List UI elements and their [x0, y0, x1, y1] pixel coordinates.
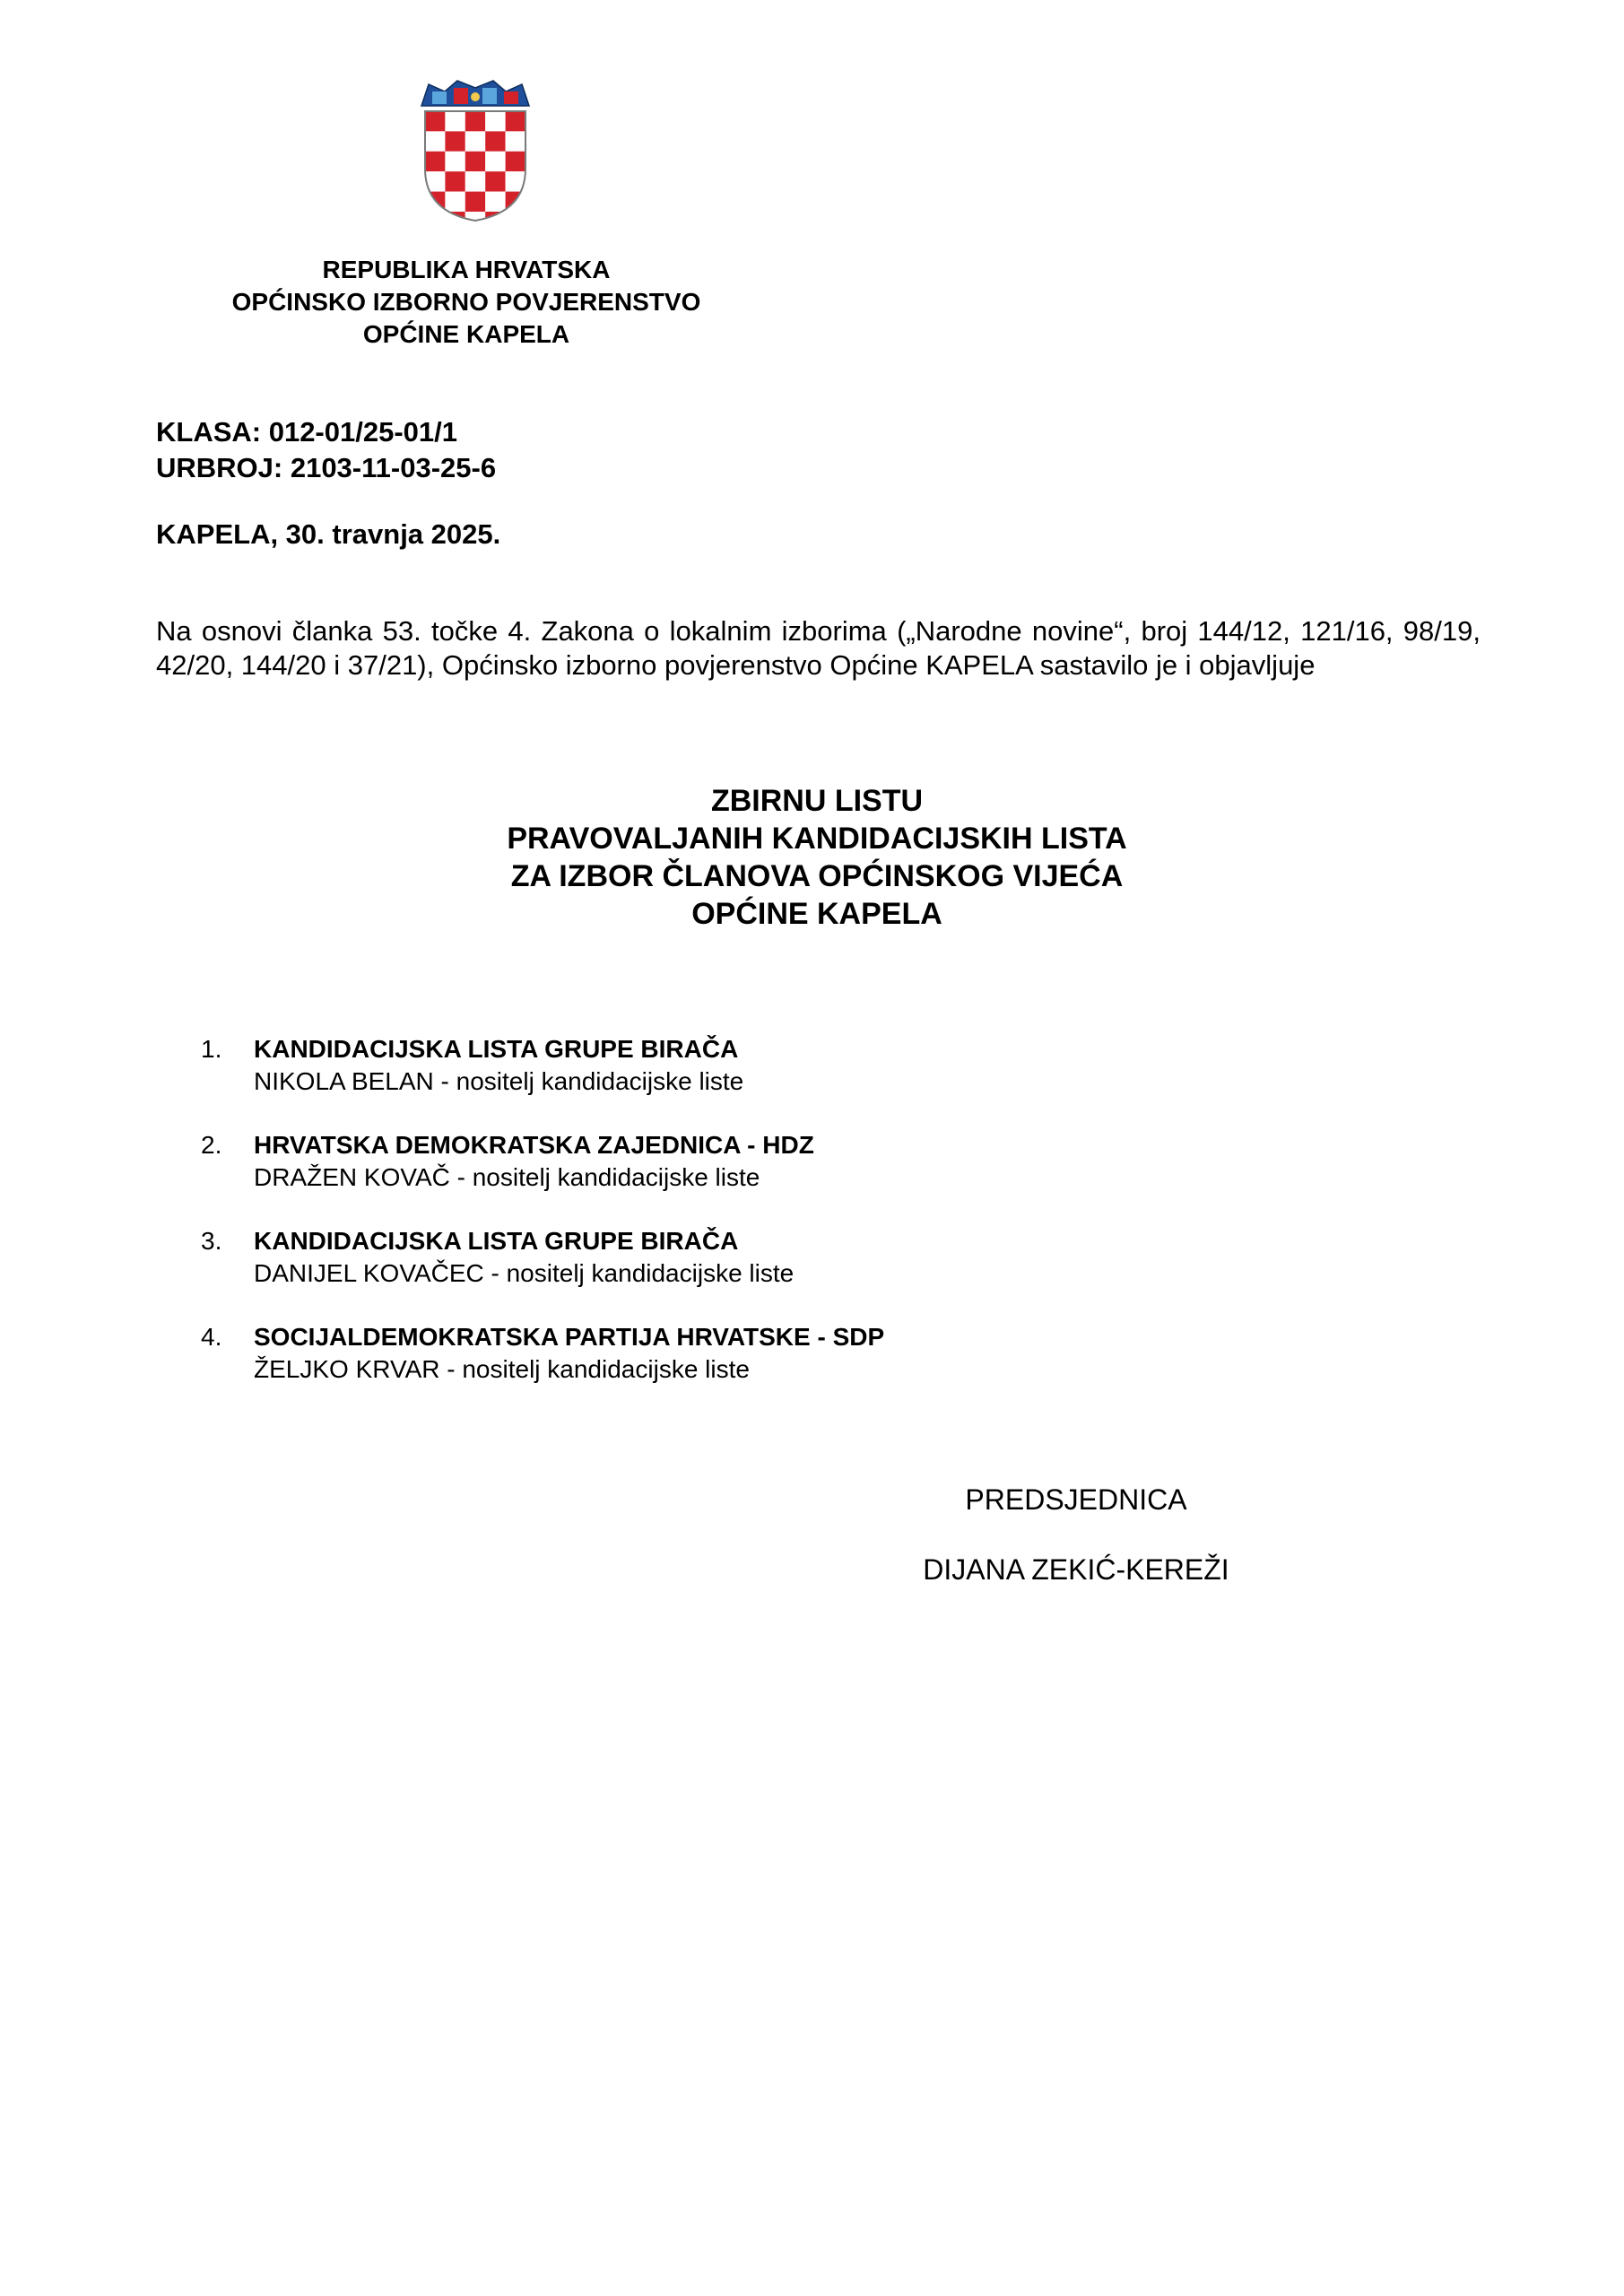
list-party: KANDIDACIJSKA LISTA GRUPE BIRAČA — [254, 1035, 739, 1063]
checker-square — [465, 171, 485, 191]
list-item — [201, 1129, 1367, 1225]
checker-square — [506, 131, 525, 151]
crown — [421, 81, 529, 106]
list-party: SOCIJALDEMOKRATSKA PARTIJA HRVATSKE - SDP — [254, 1323, 885, 1351]
checker-square — [445, 131, 465, 151]
document-title — [269, 782, 1365, 933]
list-holder: ŽELJKO KRVAR - nositelj kandidacijske liste — [254, 1355, 750, 1383]
header-commission: OPĆINSKO IZBORNO POVJERENSTVO — [231, 288, 701, 316]
signature-name: DIJANA ZEKIĆ-KEREŽI — [923, 1553, 1229, 1586]
checker-square — [485, 171, 505, 191]
title-line-2: PRAVOVALJANIH KANDIDACIJSKIH LISTA — [507, 822, 1127, 856]
list-item — [201, 1033, 1367, 1129]
list-number: 4. — [201, 1323, 222, 1351]
checker-square — [485, 111, 505, 131]
title-line-1: ZBIRNU LISTU — [710, 784, 924, 818]
croatian-coat-of-arms-icon — [418, 79, 533, 222]
urbroj: URBROJ: 2103-11-03-25-6 — [156, 452, 497, 483]
checker-square — [506, 111, 525, 131]
reference-numbers — [156, 414, 496, 486]
document-date: KAPELA, 30. travnja 2025. — [156, 518, 501, 550]
signature-title: PREDSJEDNICA — [965, 1483, 1187, 1516]
checker-square — [445, 111, 465, 131]
checker-square — [445, 171, 465, 191]
header-republic: REPUBLIKA HRVATSKA — [322, 256, 611, 283]
checker-square — [506, 152, 525, 171]
checker-square — [425, 131, 445, 151]
list-party: HRVATSKA DEMOKRATSKA ZAJEDNICA - HDZ — [254, 1131, 814, 1159]
header-municipality: OPĆINE KAPELA — [362, 320, 570, 348]
checker-square — [445, 152, 465, 171]
checker-square — [485, 152, 505, 171]
list-number: 1. — [201, 1035, 222, 1063]
checker-square — [445, 192, 465, 212]
checker-square — [425, 152, 445, 171]
candidate-lists — [201, 1033, 1367, 1417]
list-holder: DRAŽEN KOVAČ - nositelj kandidacijske liste — [254, 1163, 760, 1191]
list-item — [201, 1321, 1367, 1417]
checkerboard-shield — [425, 111, 525, 222]
checker-square — [465, 111, 485, 131]
list-item — [201, 1225, 1367, 1321]
checker-square — [425, 111, 445, 131]
institution-header — [179, 254, 753, 351]
checker-square — [485, 192, 505, 212]
list-holder: NIKOLA BELAN - nositelj kandidacijske liste — [254, 1067, 744, 1095]
checker-square — [425, 212, 445, 222]
list-holder: DANIJEL KOVAČEC - nositelj kandidacijske liste — [254, 1259, 795, 1287]
klasa: KLASA: 012-01/25-01/1 — [156, 416, 457, 448]
intro-paragraph: Na osnovi članka 53. točke 4. Zakona o lokalnim izborima („Narodne novine“, broj 144/12, 121/16, 98/19, 42/20, 144/20 i 37/21), Općinsko izborno povjerenstvo Općine KAPELA sastavilo je i objavljuje — [156, 615, 1481, 681]
checker-square — [506, 212, 525, 222]
checker-square — [465, 131, 485, 151]
checker-square — [465, 192, 485, 212]
checker-square — [465, 152, 485, 171]
checker-square — [485, 131, 505, 151]
list-number: 3. — [201, 1227, 222, 1255]
title-line-3: ZA IZBOR ČLANOVA OPĆINSKOG VIJEĆA — [510, 859, 1124, 893]
list-number: 2. — [201, 1131, 222, 1159]
list-party: KANDIDACIJSKA LISTA GRUPE BIRAČA — [254, 1227, 739, 1255]
title-line-4: OPĆINE KAPELA — [691, 897, 942, 931]
